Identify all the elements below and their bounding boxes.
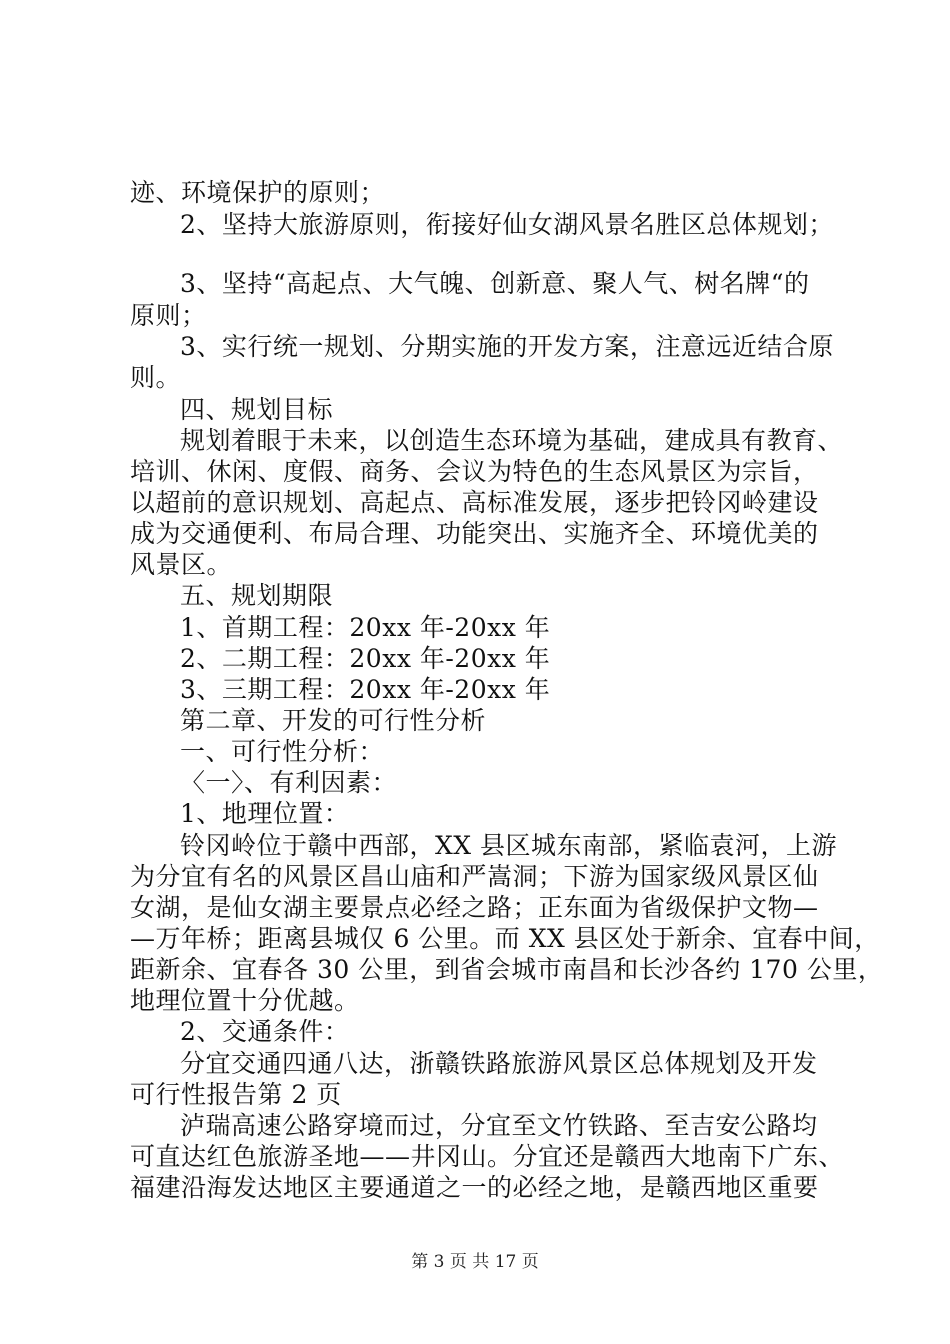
text-line: 3、实行统一规划、分期实施的开发方案，注意远近结合原 [180,332,834,361]
text-line: 以超前的意识规划、高起点、高标准发展，逐步把铃冈岭建设 [130,488,819,517]
text-line: 1、首期工程：20xx 年-20xx 年 [180,613,551,642]
chapter-heading: 第二章、开发的可行性分析 [180,706,487,735]
text-line: 为分宜有名的风景区昌山庙和严嵩洞；下游为国家级风景区仙 [130,862,819,891]
text-line: 铃冈岭位于赣中西部，XX 县区城东南部，紧临袁河，上游 [180,831,838,860]
text-line: 2、坚持大旅游原则，衔接好仙女湖风景名胜区总体规划； [180,210,834,239]
section-heading: 四、规划目标 [180,395,334,424]
text-line: —万年桥；距离县城仅 6 公里。而 XX 县区处于新余、宜春中间， [130,924,880,953]
section-heading: 一、可行性分析： [180,737,385,766]
text-line: 分宜交通四通八达，浙赣铁路旅游风景区总体规划及开发 [180,1049,818,1078]
text-line: 则。 [130,363,182,392]
text-line: 风景区。 [130,550,233,579]
text-line: 成为交通便利、布局合理、功能突出、实施齐全、环境优美的 [130,519,819,548]
text-line: 培训、休闲、度假、商务、会议为特色的生态风景区为宗旨， [130,457,819,486]
text-line: 原则； [130,301,207,330]
text-line: 距新余、宜春各 30 公里，到省会城市南昌和长沙各约 170 公里， [130,955,884,984]
section-heading: 〈一〉、有利因素： [180,768,398,797]
section-heading: 1、地理位置： [180,799,350,828]
section-heading: 2、交通条件： [180,1017,350,1046]
text-line: 女湖，是仙女湖主要景点必经之路；正东面为省级保护文物— [130,893,819,922]
text-line: 规划着眼于未来，以创造生态环境为基础，建成具有教育、 [180,426,844,455]
text-line: 地理位置十分优越。 [130,986,360,1015]
text-line: 2、二期工程：20xx 年-20xx 年 [180,644,551,673]
text-line: 福建沿海发达地区主要通道之一的必经之地，是赣西地区重要 [130,1173,819,1202]
text-line: 可行性报告第 2 页 [130,1080,342,1109]
text-line: 可直达红色旅游圣地——井冈山。分宜还是赣西大地南下广东、 [130,1142,845,1171]
section-heading: 五、规划期限 [180,581,334,610]
page-footer: 第 3 页 共 17 页 [411,1252,539,1272]
text-line: 泸瑞高速公路穿境而过，分宜至文竹铁路、至吉安公路均 [180,1111,818,1140]
text-line: 3、坚持“高起点、大气魄、创新意、聚人气、树名牌“的 [180,269,810,298]
text-line: 迹、环境保护的原则； [130,178,386,207]
text-line: 3、三期工程：20xx 年-20xx 年 [180,675,551,704]
